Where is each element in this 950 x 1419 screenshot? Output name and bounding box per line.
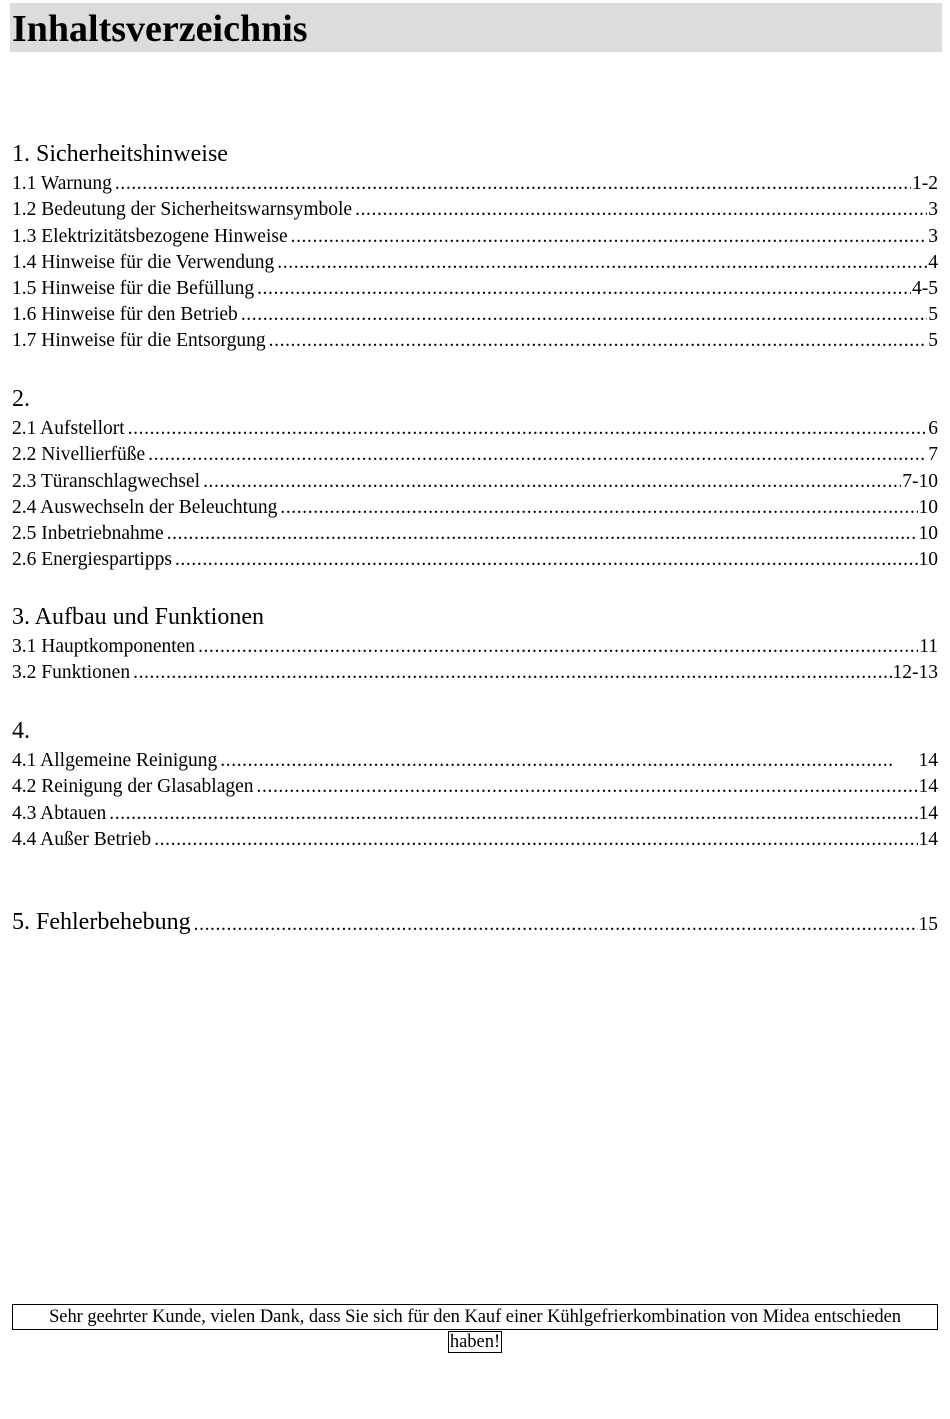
toc-entry[interactable] — [12, 221, 938, 247]
dot-leader — [269, 330, 928, 352]
page-title: Inhaltsverzeichnis — [12, 8, 308, 50]
entry-label: 2.2 Nivellierfüße — [12, 444, 146, 466]
entry-label: 2.3 Türanschlagwechsel — [12, 470, 201, 492]
entry-label: 1.3 Elektrizitätsbezogene Hinweise — [12, 225, 288, 247]
entry-label: 2.6 Energiespartipps — [12, 549, 172, 571]
dot-leader — [109, 803, 917, 825]
toc-entry[interactable] — [12, 300, 938, 326]
entry-page-number: 10 — [918, 496, 938, 518]
entry-page-number: 15 — [918, 914, 938, 935]
entry-page-number: 10 — [918, 549, 938, 571]
toc-entry[interactable] — [12, 825, 938, 851]
entry-label: 1.4 Hinweise für die Verwendung — [12, 251, 275, 273]
toc-entry[interactable] — [12, 440, 938, 466]
dot-leader — [277, 252, 927, 274]
entry-page-number: 3 — [928, 225, 938, 247]
entry-page-number: 5 — [928, 330, 938, 352]
entry-label: 1.2 Bedeutung der Sicherheitswarnsymbole — [12, 199, 353, 221]
entry-page-number: 14 — [918, 750, 938, 772]
toc-entry[interactable] — [12, 519, 938, 545]
toc-section-3 — [12, 604, 938, 684]
toc-entry[interactable] — [12, 326, 938, 352]
section-heading: 2. — [12, 386, 30, 412]
entry-page-number: 1-2 — [912, 173, 938, 195]
toc-entry[interactable] — [12, 274, 938, 300]
entry-label: 3.1 Hauptkomponenten — [12, 636, 196, 658]
toc-section-2 — [12, 386, 938, 571]
dot-leader — [257, 278, 911, 300]
entry-page-number: 4-5 — [912, 277, 938, 299]
entry-label: 1.5 Hinweise für die Befüllung — [12, 277, 255, 299]
entry-page-number: 6 — [928, 418, 938, 440]
dot-leader — [175, 549, 918, 571]
entry-page-number: 3 — [928, 199, 938, 221]
entry-page-number: 12-13 — [892, 662, 938, 684]
toc-entry[interactable] — [12, 466, 938, 492]
toc-entry-section-5[interactable] — [12, 908, 938, 936]
toc-entry[interactable] — [12, 169, 938, 195]
thank-you-note — [12, 1304, 938, 1354]
section-heading: 3. Aufbau und Funktionen — [12, 604, 264, 630]
toc-entry[interactable] — [12, 493, 938, 519]
entry-page-number: 7-10 — [902, 470, 938, 492]
toc-entry[interactable] — [12, 414, 938, 440]
entry-page-number: 5 — [928, 304, 938, 326]
entry-label: 4.4 Außer Betrieb — [12, 828, 152, 850]
dot-leader — [257, 776, 918, 798]
dot-leader — [280, 497, 917, 519]
thank-you-line-2: haben! — [449, 1332, 501, 1352]
toc-entry[interactable] — [12, 545, 938, 571]
dot-leader — [291, 226, 928, 248]
entry-page-number: 7 — [928, 444, 938, 466]
entry-page-number: 11 — [919, 636, 938, 658]
toc-section-4 — [12, 718, 938, 851]
dot-leader — [133, 662, 891, 684]
dot-leader — [241, 304, 927, 326]
entry-label: 2.1 Aufstellort — [12, 418, 125, 440]
dot-leader — [355, 199, 927, 221]
title-bar — [10, 3, 942, 52]
entry-label: 2.4 Auswechseln der Beleuchtung — [12, 496, 278, 518]
toc-entry[interactable] — [12, 248, 938, 274]
toc-entry[interactable] — [12, 746, 938, 772]
dot-leader — [148, 444, 927, 466]
entry-page-number: 14 — [918, 802, 938, 824]
dot-leader — [154, 829, 917, 851]
dot-leader — [194, 914, 918, 936]
toc-section-1 — [12, 141, 938, 352]
thank-you-line-1: Sehr geehrter Kunde, vielen Dank, dass Sie sich für den Kauf einer Kühlgefrierkombination von Midea entschieden — [12, 1304, 938, 1330]
entry-label: 4.1 Allgemeine Reinigung — [12, 750, 218, 772]
entry-label: 4.3 Abtauen — [12, 802, 107, 824]
entry-page-number: 10 — [918, 522, 938, 544]
entry-label: 3.2 Funktionen — [12, 662, 131, 684]
section-heading: 4. — [12, 718, 30, 744]
dot-leader — [167, 523, 918, 545]
entry-label: 4.2 Reinigung der Glasablagen — [12, 776, 254, 798]
toc-entry[interactable] — [12, 658, 938, 684]
dot-leader — [198, 636, 918, 658]
toc-entry[interactable] — [12, 195, 938, 221]
dot-leader — [128, 418, 928, 440]
entry-label: 1.6 Hinweise für den Betrieb — [12, 304, 238, 326]
entry-label: 5. Fehlerbehebung — [12, 909, 191, 935]
toc-entry[interactable] — [12, 798, 938, 824]
entry-label: 2.5 Inbetriebnahme — [12, 522, 164, 544]
dot-leader — [115, 173, 911, 195]
entry-page-number: 14 — [918, 776, 938, 798]
dot-leader — [203, 471, 901, 493]
dot-leader — [220, 750, 894, 772]
entry-page-number: 4 — [928, 251, 938, 273]
toc-entry[interactable] — [12, 632, 938, 658]
entry-label: 1.1 Warnung — [12, 173, 112, 195]
toc-entry[interactable] — [12, 772, 938, 798]
entry-label: 1.7 Hinweise für die Entsorgung — [12, 330, 266, 352]
section-heading: 1. Sicherheitshinweise — [12, 141, 228, 167]
entry-page-number: 14 — [918, 828, 938, 850]
